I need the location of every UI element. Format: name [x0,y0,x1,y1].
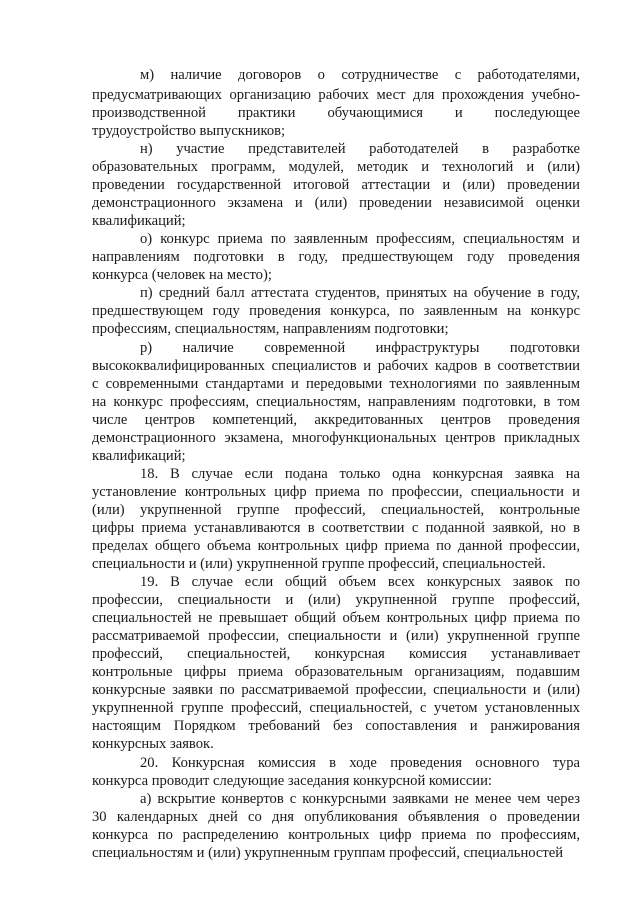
paragraph-r-line: демонстрационного экзамена, многофункциональных центров прикладных [92,430,580,446]
paragraph-a-line: 30 календарных дней со дня опубликования объявления о проведении [92,809,580,825]
paragraph-p19-line: профессий, специальностей, конкурсная комиссия устанавливает [92,646,580,662]
paragraph-p19-line: настоящим Порядком требований без сопоставления и ранжирования [92,718,580,734]
paragraph-p19-line: специальностей не превышает общий объем контрольных цифр приема по [92,610,580,626]
paragraph-a-line: специальностям и (или) укрупненным группам профессий, специальностей [92,845,564,861]
paragraph-m-line: предусматривающих организацию рабочих мест для прохождения учебно- [92,87,580,103]
paragraph-p20-line: 20. Конкурсная комиссия в ходе проведения основного тура [140,755,580,771]
paragraph-o-line: направлениям подготовки в году, предшествующем году проведения [92,249,580,265]
paragraph-p18-line: пределах общего объема контрольных цифр приема по данной профессии, [92,538,580,554]
paragraph-r-line: числе центров компетенций, аккредитованных центров проведения [92,412,580,428]
paragraph-p20-line: конкурса проводит следующие заседания конкурсной комиссии: [92,773,492,789]
paragraph-r-line: с современными стандартами и передовыми технологиями по заявленным [92,376,580,392]
paragraph-p18-line: специальности и (или) укрупненной группе профессий, специальностей. [92,556,546,572]
paragraph-p19-line: рассматриваемой профессии, специальности и (или) укрупненной группе [92,628,580,644]
paragraph-a-line: конкурса по распределению контрольных цифр приема по профессиям, [92,827,580,843]
paragraph-r-line: высококвалифицированных специалистов и рабочих кадров в соответствии [92,358,580,374]
paragraph-p18-line: цифры приема устанавливаются в соответствии с поданной заявкой, но в [92,520,580,536]
paragraph-p-line: п) средний балл аттестата студентов, принятых на обучение в году, [140,285,580,301]
paragraph-n-line: образовательных программ, модулей, методик и технологий и (или) [92,159,580,175]
paragraph-p18-line: (или) укрупненной группе профессий, специальностей, контрольные [92,502,580,518]
paragraph-p18-line: установление контрольных цифр приема по профессии, специальности и [92,484,580,500]
paragraph-p18-line: 18. В случае если подана только одна конкурсная заявка на [140,466,580,482]
paragraph-p19-line: конкурсные заявки по рассматриваемой профессии, специальности и (или) [92,682,580,698]
paragraph-p19-line: профессии, специальности и (или) укрупненной группе профессий, [92,592,580,608]
paragraph-o-line: конкурса (человек на место); [92,267,272,283]
paragraph-o-line: о) конкурс приема по заявленным профессиям, специальностям и [140,231,580,247]
paragraph-p19-line: укрупненной группе профессий, специальностей, с учетом установленных [92,700,580,716]
paragraph-m-line: производственной практики обучающимися и последующее [92,105,580,121]
paragraph-r-line: квалификаций; [92,448,186,464]
paragraph-p19-line: конкурсных заявок. [92,736,214,752]
paragraph-r-line: р) наличие современной инфраструктуры подготовки [140,340,580,356]
paragraph-m-line: трудоустройство выпускников; [92,123,286,139]
paragraph-a-line: а) вскрытие конвертов с конкурсными заявками не менее чем через [140,791,580,807]
paragraph-n-line: демонстрационного экзамена и (или) проведении независимой оценки [92,195,580,211]
paragraph-r-line: на конкурс профессиям, специальностям, направлениям подготовки, в том [92,394,580,410]
paragraph-n-line: проведении государственной итоговой аттестации и (или) проведении [92,177,580,193]
paragraph-p19-line: 19. В случае если общий объем всех конкурсных заявок по [140,574,580,590]
paragraph-n-line: квалификаций; [92,213,186,229]
paragraph-p-line: предшествующем году проведения конкурса, по заявленным на конкурс [92,303,580,319]
paragraph-p-line: профессиям, специальностям, направлениям подготовки; [92,321,449,337]
paragraph-n-line: н) участие представителей работодателей в разработке [140,141,580,157]
paragraph-m-line: м) наличие договоров о сотрудничестве с работодателями, [140,67,580,83]
paragraph-p19-line: контрольные цифры приема образовательным организациям, подавшим [92,664,580,680]
